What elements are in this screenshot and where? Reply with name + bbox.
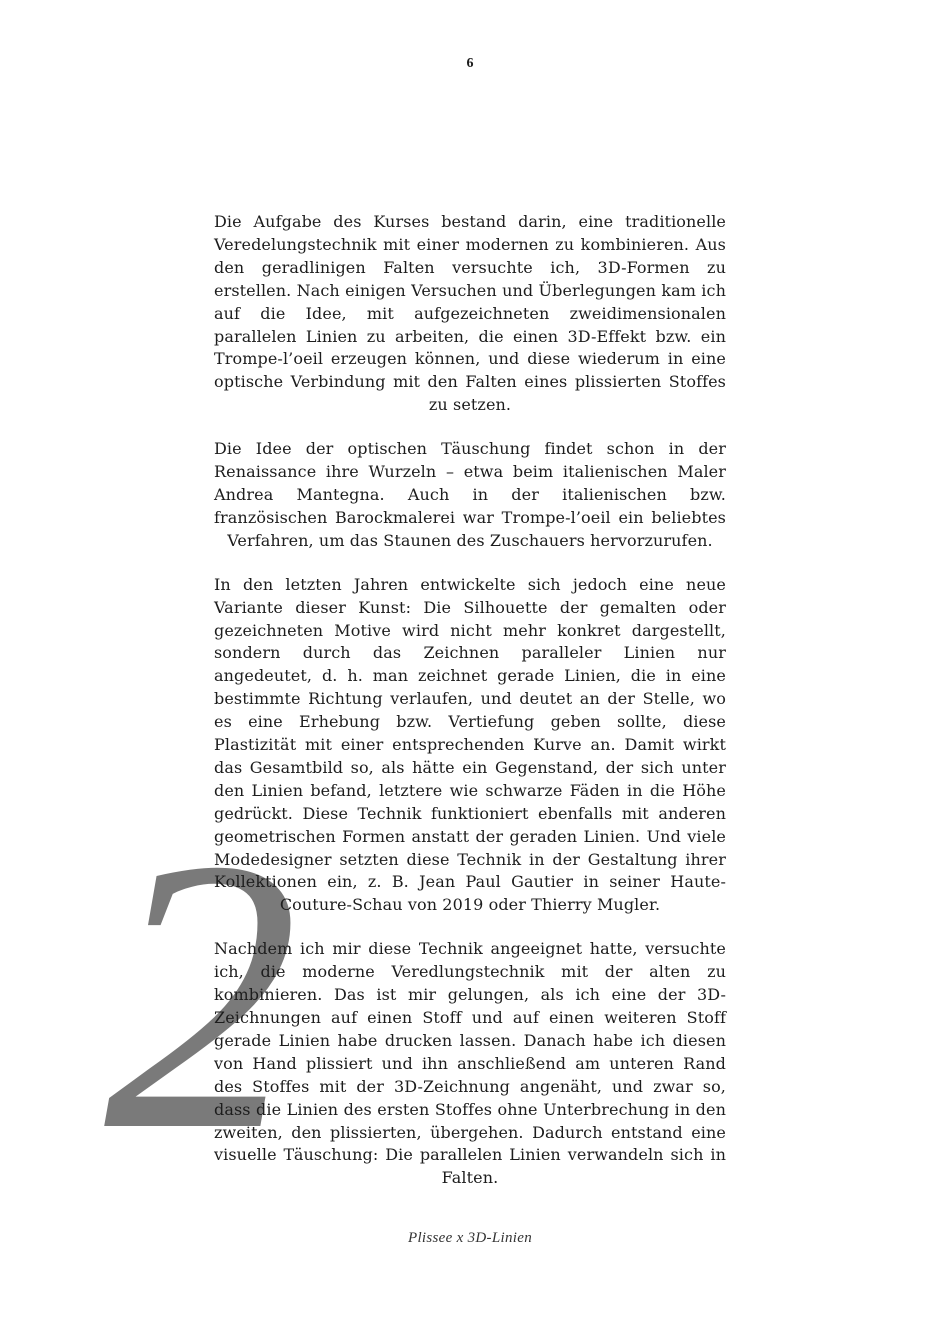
paragraph-intro: Die Aufgabe des Kurses bestand darin, eine traditionelle Veredelungstechnik mit einer modernen zu kombinieren. Aus den geradlinigen Falten versuchte ich, 3D-Formen zu erstellen. Nach einigen Versuchen und Überlegungen kam ich auf die Idee, mit aufgezeichneten zweidimensionalen parallelen Linien zu arbeiten, die einen 3D-Effekt bzw. ein Trompe-l’oeil erzeugen können, und diese wiederum in eine optische Verbindung mit den Falten eines plissierten Stoffes zu setzen.	[214, 212, 726, 415]
paragraph-history: Die Idee der optischen Täuschung findet schon in der Renaissance ihre Wurzeln – etwa beim italienischen Maler Andrea Mantegna. Auch in der italienischen bzw. französischen Barockmalerei war Trompe-l’oeil ein beliebtes Verfahren, um das Staunen des Zuschauers hervorzurufen.	[214, 439, 726, 550]
page-number: 6	[466, 56, 474, 71]
running-footer: Plissee x 3D-Linien	[407, 1230, 532, 1246]
paragraph-variant: In den letzten Jahren entwickelte sich jedoch eine neue Variante dieser Kunst: Die Silhouette der gemalten oder gezeichneten Motive wird nicht mehr konkret dargestellt, sondern durch das Zeichnen paralleler Linien nur angedeutet, d. h. man zeichnet gerade Linien, die in eine bestimmte Richtung verlaufen, und deutet an der Stelle, wo es eine Erhebung bzw. Vertiefung geben sollte, diese Plastizität mit einer entsprechenden Kurve an. Damit wirkt das Gesamtbild so, als hätte ein Gegenstand, der sich unter den Linien befand, letztere wie schwarze Fäden in die Höhe gedrückt. Diese Technik funktioniert ebenfalls mit anderen geometrischen Formen anstatt der geraden Linien. Und viele Modedesigner setzten diese Technik in der Gestaltung ihrer Kollektionen ein, z. B. Jean Paul Gautier in seiner Haute-Couture-Schau von 2019 oder Thierry Mugler.	[214, 574, 726, 915]
paragraph-combination: Nachdem ich mir diese Technik angeeignet hatte, versuchte ich, die moderne Veredlungstechnik mit der alten zu kombinieren. Das ist mir gelungen, als ich eine der 3D-Zeichnungen auf einen Stoff und auf einen weiteren Stoff gerade Linien habe drucken lassen. Danach habe ich diesen von Hand plissiert und ihn anschließend am unteren Rand des Stoffes mit der 3D-Zeichnung angenäht, und zwar so, dass die Linien des ersten Stoffes ohne Unterbrechung in den zweiten, den plissierten, übergehen. Dadurch entstand eine visuelle Täuschung: Die parallelen Linien verwandeln sich in Falten.	[214, 939, 726, 1188]
body-text-column	[214, 211, 726, 1211]
chapter-numeral: 2	[104, 779, 299, 1211]
